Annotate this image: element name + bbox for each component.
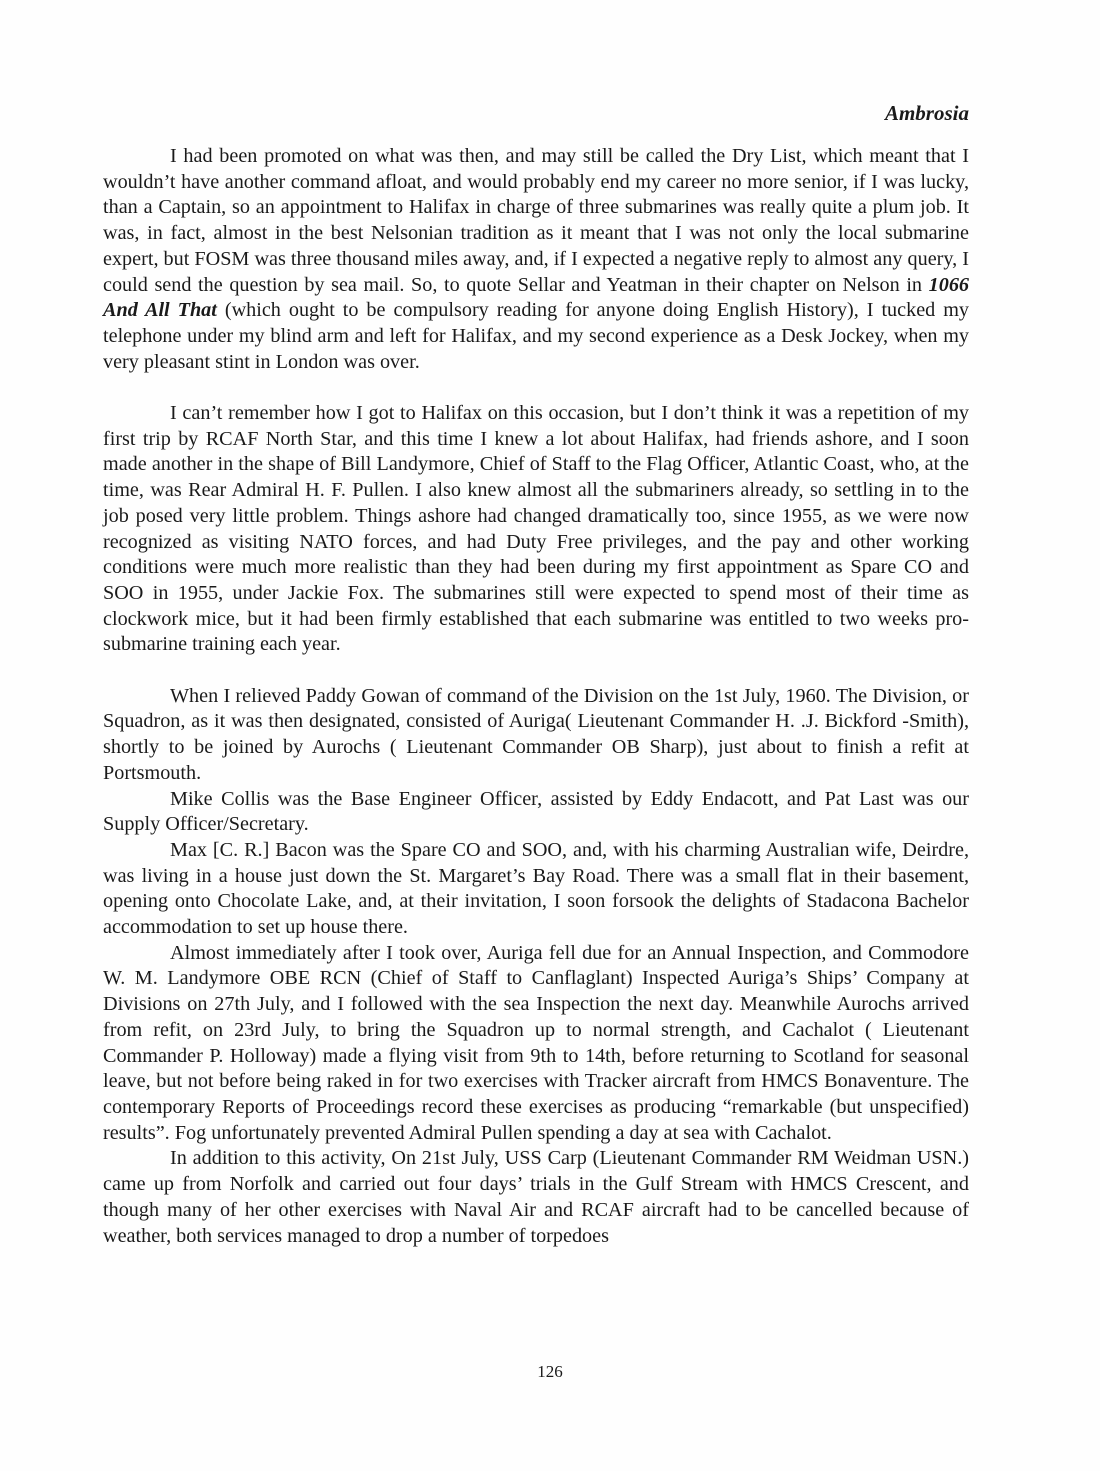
paragraph-text: (which ought to be compulsory reading for anyone doing English History), I tucked my telephone under my blind arm and left for Halifax, and my second experience as a Desk Jockey, when my very pleasant stint in London was over.	[103, 299, 969, 373]
paragraph-annual-inspection: Almost immediately after I took over, Auriga fell due for an Annual Inspection, and Commodore W. M. Landymore OBE RCN (Chief of Staff to Canflaglant) Inspected Auriga’s Ships’ Company at Divisions on 27th July, and I followed with the sea Inspection the next day. Meanwhile Aurochs arrived from refit, on 23rd July, to bring the Squadron up to normal strength, and Cachalot ( Lieutenant Commander P. Holloway) made a flying visit from 9th to 14th, before returning to Scotland for seasonal leave, but not before being raked in for two exercises with Tracker aircraft from HMCS Bonaventure. The contemporary Reports of Proceedings record these exercises as producing “remarkable (but unspecified) results”. Fog unfortunately prevented Admiral Pullen spending a day at sea with Cachalot.	[103, 941, 969, 1144]
paragraph-uss-carp: In addition to this activity, On 21st July, USS Carp (Lieutenant Commander RM Weidman USN.) came up from Norfolk and carried out four days’ trials in the Gulf Stream with HMCS Crescent, and though many of her other exercises with Naval Air and RCAF aircraft had to be cancelled because of weather, both services managed to drop a number of torpedoes	[103, 1147, 969, 1247]
body-text	[103, 144, 969, 1249]
paragraph-command-division: When I relieved Paddy Gowan of command of the Division on the 1st July, 1960. The Division, or Squadron, as it was then designated, consisted of Auriga( Lieutenant Commander H. .J. Bickford -Smith), shortly to be joined by Aurochs ( Lieutenant Commander OB Sharp), just about to finish a refit at Portsmouth.	[103, 684, 969, 784]
paragraph-max-bacon: Max [C. R.] Bacon was the Spare CO and SOO, and, with his charming Australian wife, Deirdre, was living in a house just down the St. Margaret’s Bay Road. There was a small flat in their basement, opening onto Chocolate Lake, and, at their invitation, I soon forsook the delights of Stadacona Bachelor accommodation to set up house there.	[103, 838, 969, 939]
book-title: 1066 And All That	[103, 273, 970, 322]
paragraph-base-officers: Mike Collis was the Base Engineer Officer, assisted by Eddy Endacott, and Pat Last was our Supply Officer/Secretary.	[103, 787, 969, 836]
paragraph-text: I had been promoted on what was then, and may still be called the Dry List, which meant that I wouldn’t have another command afloat, and would probably end my career no more senior, if I was lucky, than a Captain, so an appointment to Halifax in charge of three submarines was really quite a plum job. It was, in fact, almost in the best Nelsonian tradition as it meant that I was not only the local submarine expert, but FOSM was three thousand miles away, and, if I expected a negative reply to almost any query, I could send the question by sea mail. So, to quote Sellar and Yeatman in their chapter on Nelson in	[103, 145, 969, 296]
paragraph-arrival-halifax: I can’t remember how I got to Halifax on this occasion, but I don’t think it was a repetition of my first trip by RCAF North Star, and this time I knew a lot about Halifax, had friends ashore, and I soon made another in the shape of Bill Landymore, Chief of Staff to the Flag Officer, Atlantic Coast, who, at the time, was Rear Admiral H. F. Pullen. I also knew almost all the submariners already, so settling in to the job posed very little problem. Things ashore had changed dramatically too, since 1955, as we were now recognized as visiting NATO forces, and had Duty Free privileges, and the pay and other working conditions were much more realistic than they had been during my first appointment as Spare CO and SOO in 1955, under Jackie Fox. The submarines still were expected to spend most of their time as clockwork mice, but it had been firmly established that each submarine was entitled to two weeks pro-submarine training each year.	[103, 402, 969, 656]
running-head: Ambrosia	[884, 101, 969, 125]
page-number: 126	[537, 1362, 563, 1381]
paragraph-dry-list	[103, 144, 969, 375]
